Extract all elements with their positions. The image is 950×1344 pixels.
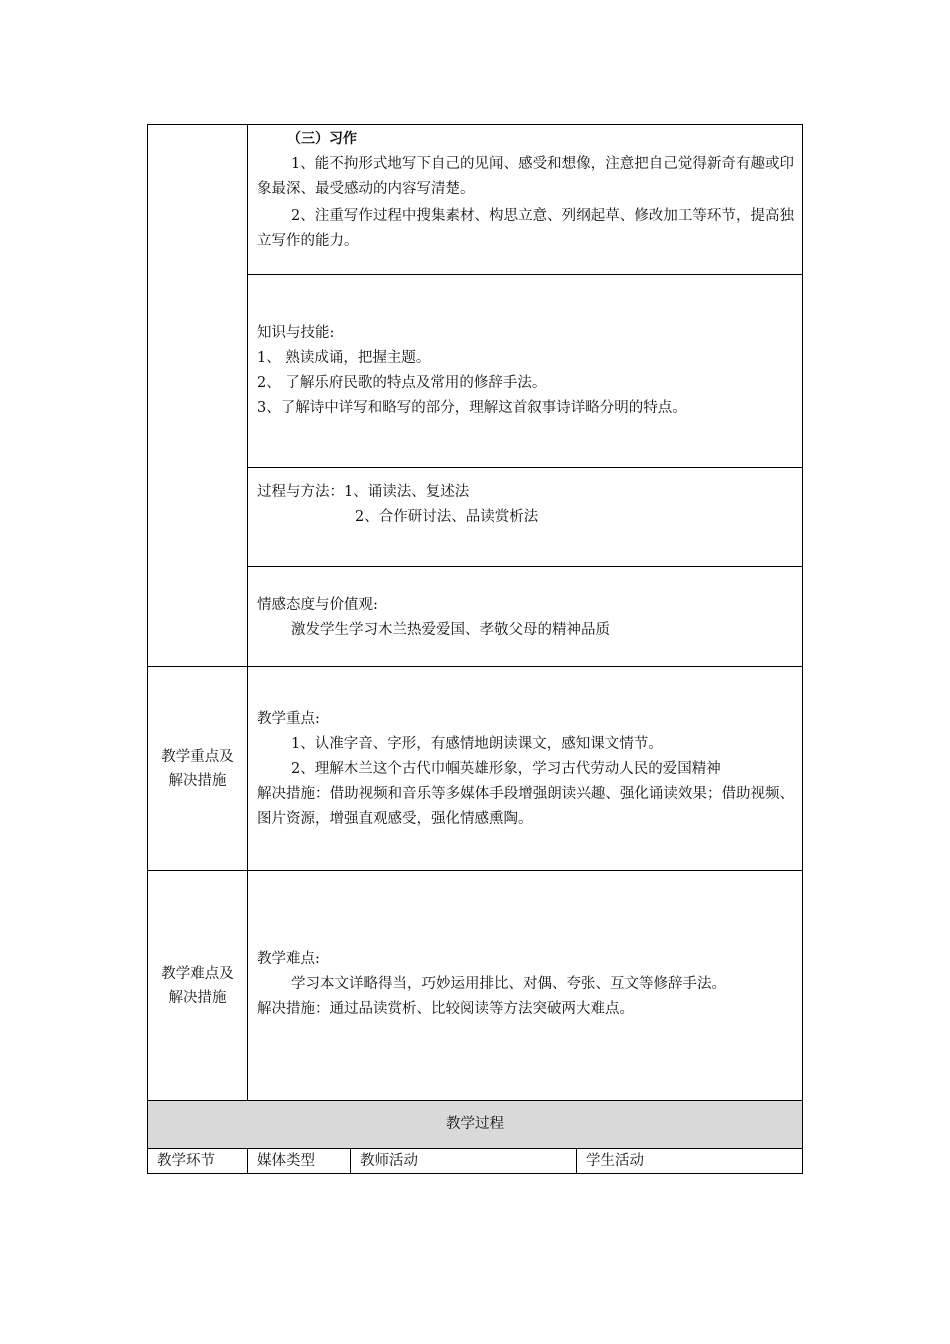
goals-label-cell xyxy=(148,125,248,667)
difficulties-cell xyxy=(248,871,803,1101)
lesson-plan-table xyxy=(147,124,803,1174)
difficulties-row xyxy=(148,871,803,1101)
difficulties-heading: 教学难点: xyxy=(257,951,320,967)
difficulties-text: 学习本文详略得当，巧妙运用排比、对偶、夸张、互文等修辞手法。 xyxy=(291,976,726,992)
key-point-1: 1、认准字音、字形，有感情地朗读课文，感知课文情节。 xyxy=(291,736,663,752)
writing-section-title: （三）习作 xyxy=(287,131,357,147)
key-points-cell xyxy=(248,667,803,871)
writing-goal-2: 2、注重写作过程中搜集素材、构思立意、列纲起草、修改加工等环节，提高独立写作的能力。 xyxy=(257,208,795,249)
writing-goals-row xyxy=(148,125,803,275)
column-header-media: 媒体类型 xyxy=(248,1149,351,1174)
column-header-stage: 教学环节 xyxy=(148,1149,248,1174)
process-methods-line-2: 2、合作研讨法、品读赏析法 xyxy=(355,509,539,525)
knowledge-item-1: 1、 熟读成诵，把握主题。 xyxy=(257,350,431,366)
difficulties-measures: 解决措施：通过品读赏析、比较阅读等方法突破两大难点。 xyxy=(257,1001,634,1017)
difficulties-label-cell xyxy=(148,871,248,1101)
emotion-text: 激发学生学习木兰热爱爱国、孝敬父母的精神品质 xyxy=(291,622,610,638)
emotion-cell xyxy=(248,567,803,667)
process-methods-line-1: 过程与方法：1、诵读法、复述法 xyxy=(257,484,470,500)
difficulties-label: 教学难点及解决措施 xyxy=(161,965,234,1006)
column-header-student: 学生活动 xyxy=(577,1149,803,1174)
writing-goal-1: 1、能不拘形式地写下自己的见闻、感受和想像，注意把自己觉得新奇有趣或印象最深、最受感动的内容写清楚。 xyxy=(257,156,795,197)
column-header-teacher: 教师活动 xyxy=(351,1149,577,1174)
key-points-label: 教学重点及解决措施 xyxy=(161,748,234,789)
knowledge-cell xyxy=(248,275,803,468)
knowledge-item-3: 3、了解诗中详写和略写的部分，理解这首叙事诗详略分明的特点。 xyxy=(257,400,687,416)
key-points-label-cell xyxy=(148,667,248,871)
writing-goals-cell xyxy=(248,125,803,275)
knowledge-item-2: 2、 了解乐府民歌的特点及常用的修辞手法。 xyxy=(257,375,547,391)
process-table-header-row xyxy=(148,1101,803,1149)
key-points-row xyxy=(148,667,803,871)
emotion-heading: 情感态度与价值观: xyxy=(257,597,378,613)
key-point-2: 2、理解木兰这个古代巾帼英雄形象，学习古代劳动人民的爱国精神 xyxy=(291,761,721,777)
key-points-heading: 教学重点: xyxy=(257,711,320,727)
key-points-measures: 解决措施：借助视频和音乐等多媒体手段增强朗读兴趣、强化诵读效果；借助视频、图片资源，增强直观感受，强化情感熏陶。 xyxy=(257,786,795,827)
process-table-title-cell xyxy=(148,1101,803,1149)
knowledge-heading: 知识与技能: xyxy=(257,325,335,341)
process-columns-row xyxy=(148,1149,803,1174)
process-methods-cell xyxy=(248,468,803,567)
process-table-title: 教学过程 xyxy=(446,1116,505,1132)
